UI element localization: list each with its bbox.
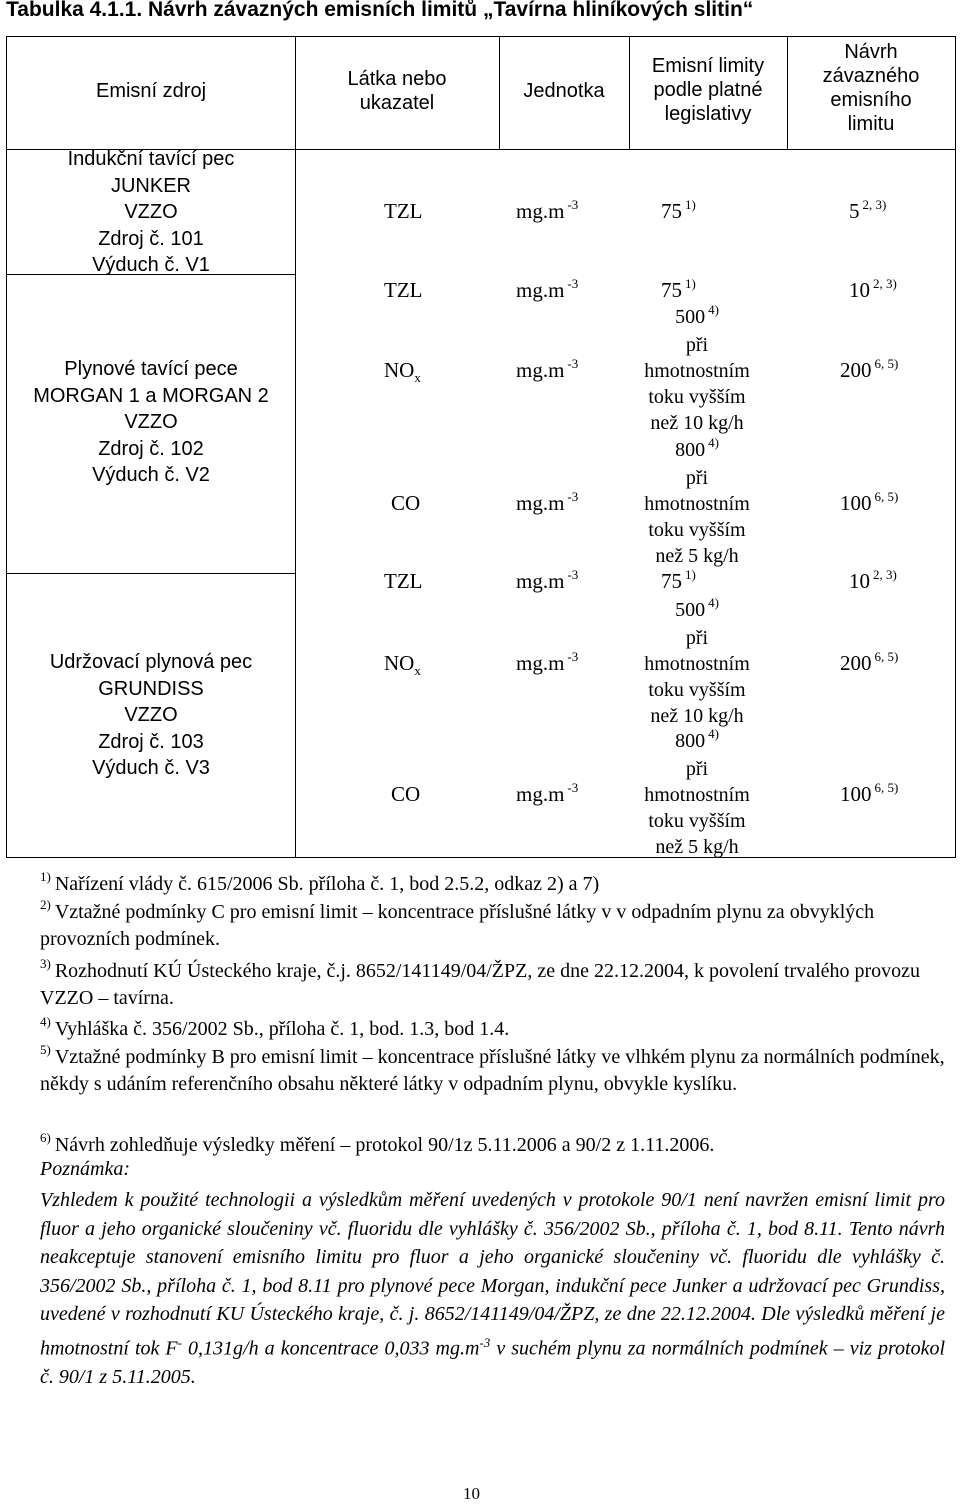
column-divider bbox=[295, 37, 296, 857]
header-current-limits: Emisní limity podle platné legislativy bbox=[651, 55, 765, 125]
substance-cell: TZL bbox=[384, 569, 423, 593]
substance-cell: $NO_x$ bbox=[384, 358, 421, 385]
proposal-cell: 200 $^{6, 5)}$ bbox=[840, 649, 899, 675]
proposal-cell: 5 $^{2, 3)}$ bbox=[849, 197, 887, 223]
substance-cell: TZL bbox=[384, 199, 423, 223]
proposal-cell: 10 $^{2, 3)}$ bbox=[849, 276, 897, 302]
footnote: $^{3)}$ Rozhodnutí KÚ Ústeckého kraje, č.j. 8652/141149/04/ŽPZ, ze dne 22.12.2004, k povolení trvalého provozu VZZO – tavírna. bbox=[40, 956, 921, 1009]
header-substance: Látka nebo ukazatel bbox=[347, 68, 447, 114]
table-title: Tabulka 4.1.1. Návrh závazných emisních limitů „Tavírna hliníkových slitin“ bbox=[6, 0, 754, 21]
current-limit-cell: 75 $^{1)}$ bbox=[661, 197, 696, 223]
footnote: $^{6)}$ Návrh zohledňuje výsledky měření – protokol 90/1z 5.11.2006 a 90/2 z 1.11.2006. bbox=[40, 1130, 715, 1156]
current-limit-cell: 500 $^{4)}$ při hmotnostním toku vyšším než 10 kg/h bbox=[644, 595, 750, 727]
proposal-cell: 10 $^{2, 3)}$ bbox=[849, 567, 897, 593]
footnote: $^{4)}$ Vyhláška č. 356/2002 Sb., příloha č. 1, bod. 1.3, bod 1.4. bbox=[40, 1014, 510, 1040]
substance-cell: CO bbox=[391, 782, 421, 806]
footnote: $^{2)}$ Vztažné podmínky C pro emisní limit – koncentrace příslušné látky v v odpadním plynu za obvyklých provozních podmínek. bbox=[40, 897, 875, 950]
current-limit-cell: 800 $^{4)}$ při hmotnostním toku vyšším než 5 kg/h bbox=[644, 726, 750, 858]
unit-cell: mg.m $^{-3}$ bbox=[516, 356, 579, 382]
header-unit: Jednotka bbox=[523, 80, 605, 102]
footnote: $^{1)}$ Nařízení vlády č. 615/2006 Sb. příloha č. 1, bod 2.5.2, odkaz 2) a 7) bbox=[40, 869, 600, 895]
current-limit-cell: 800 $^{4)}$ při hmotnostním toku vyšším než 5 kg/h bbox=[644, 435, 750, 567]
proposal-cell: 100 $^{6, 5)}$ bbox=[840, 780, 899, 806]
note-label: Poznámka: bbox=[40, 1158, 130, 1180]
substance-cell: TZL bbox=[384, 278, 423, 302]
proposal-cell: 100 $^{6, 5)}$ bbox=[840, 489, 899, 515]
unit-cell: mg.m $^{-3}$ bbox=[516, 649, 579, 675]
note-text: Vzhledem k použité technologii a výsledkům měření uvedených v protokole 90/1 není navržen emisní limit pro fluor a jeho organické sloučeniny vč. fluoridu dle vyhlášky č. 356/2002 Sb., příloha č. 1, bod 8.11. Tento návrh neakceptuje stanovení emisního limitu pro fluor a jeho organické sloučeniny vč. fluoridu dle vyhlášky č. 356/2002 Sb., příloha č. 1, bod 8.11 pro plynové pece Morgan, indukční pece Junker a udržovací pec Grundiss, uvedené v rozhodnutí KU Ústeckého kraje, č. j. 8652/141149/04/ŽPZ, ze dne 22.12.2004. Dle výsledků měření je hmotnostní tok F- 0,131g/h a koncentrace 0,033 $mg.m^{-3}$ v suchém plynu za normálních podmínek – viz protokol č. 90/1 z 5.11.2005. bbox=[40, 1189, 946, 1388]
unit-cell: mg.m $^{-3}$ bbox=[516, 276, 579, 302]
emission-limits-table bbox=[6, 36, 956, 858]
substance-cell: CO bbox=[391, 491, 421, 515]
substance-cell: $NO_x$ bbox=[384, 651, 421, 678]
unit-cell: mg.m $^{-3}$ bbox=[516, 780, 579, 806]
source-morgan: Plynové tavící pece MORGAN 1 a MORGAN 2 VZZO Zdroj č. 102 Výduch č. V2 bbox=[33, 358, 269, 486]
source-junker: Indukční tavící pec JUNKER VZZO Zdroj č. 101 Výduch č. V1 bbox=[67, 148, 235, 276]
header-proposal: Návrh závazného emisního limitu bbox=[822, 41, 920, 135]
proposal-cell: 200 $^{6, 5)}$ bbox=[840, 356, 899, 382]
unit-cell: mg.m $^{-3}$ bbox=[516, 567, 579, 593]
current-limit-cell: 75 $^{1)}$ bbox=[661, 276, 696, 302]
source-grundiss: Udržovací plynová pec GRUNDISS VZZO Zdroj č. 103 Výduch č. V3 bbox=[49, 651, 253, 779]
unit-cell: mg.m $^{-3}$ bbox=[516, 197, 579, 223]
footnote: $^{5)}$ Vztažné podmínky B pro emisní limit – koncentrace příslušné látky ve vlhkém plynu za normálních podmínek, někdy s udáním referenčního obsahu některé látky v odpadním plynu, obvykle kyslíku. bbox=[40, 1042, 945, 1095]
source-divider bbox=[7, 573, 295, 574]
page-number: 10 bbox=[463, 1484, 480, 1503]
current-limit-cell: 75 $^{1)}$ bbox=[661, 567, 696, 593]
current-limit-cell: 500 $^{4)}$ při hmotnostním toku vyšším než 10 kg/h bbox=[644, 302, 750, 434]
unit-cell: mg.m $^{-3}$ bbox=[516, 489, 579, 515]
header-source: Emisní zdroj bbox=[95, 80, 207, 102]
